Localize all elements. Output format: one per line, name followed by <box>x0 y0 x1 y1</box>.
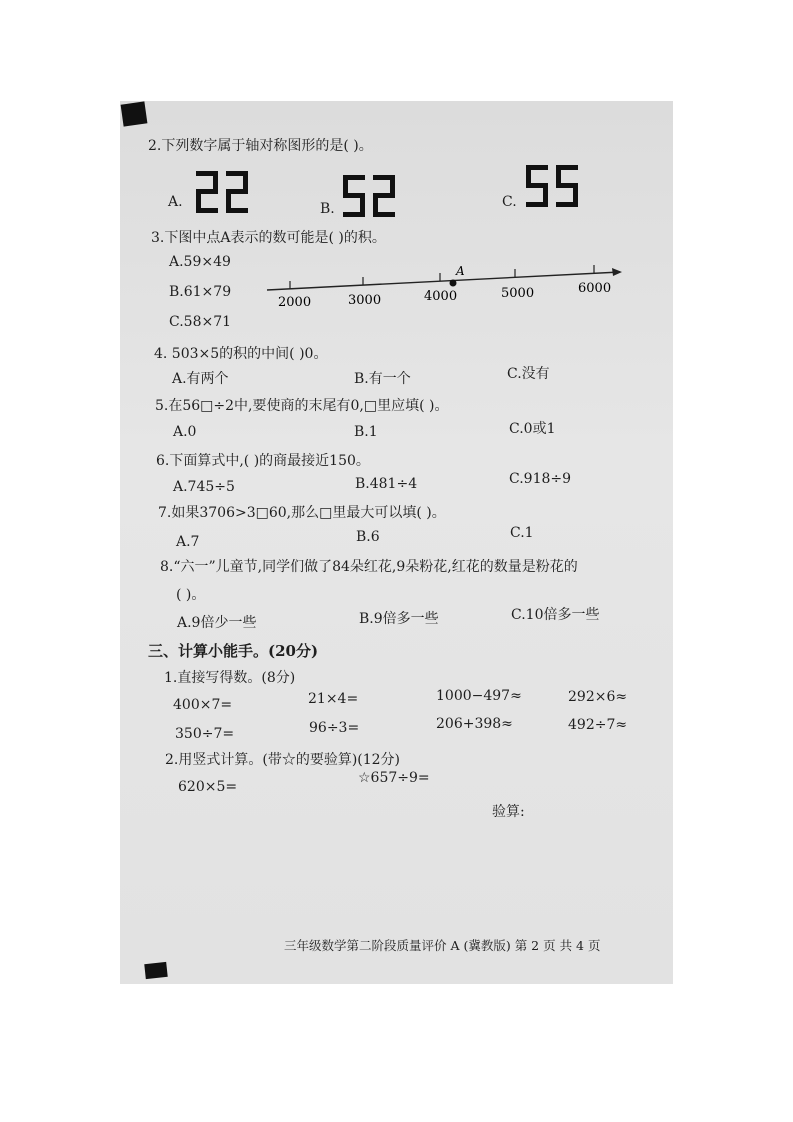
q6-option-b: B.481÷4 <box>355 476 418 492</box>
direct-calc-item: 400×7= <box>173 697 233 713</box>
q7-stem: 7.如果3706>3□60,那么□里最大可以填( )。 <box>158 505 446 521</box>
exam-page <box>120 101 673 984</box>
q5-option-b: B.1 <box>354 424 378 440</box>
registration-mark-bottom <box>144 962 167 979</box>
number-line-tick-label: 3000 <box>348 293 382 308</box>
vertical-calc-item: ☆657÷9= <box>358 770 430 786</box>
direct-calc-item: 292×6≈ <box>568 689 628 705</box>
q4-option-a: A.有两个 <box>172 371 229 387</box>
q5-option-c: C.0或1 <box>509 421 556 437</box>
q8-option-b: B.9倍多一些 <box>359 611 439 627</box>
direct-calc-item: 1000−497≈ <box>436 688 522 704</box>
number-line-tick-label: 5000 <box>501 286 535 301</box>
q2-option-b-label: B. <box>320 201 335 217</box>
q3-stem: 3.下图中点A表示的数可能是( )的积。 <box>151 230 386 246</box>
direct-calc-item: 492÷7≈ <box>568 717 628 733</box>
direct-calc-item: 21×4= <box>308 691 359 707</box>
section-3-title: 三、计算小能手。(20分) <box>148 642 319 660</box>
q3-option-a: A.59×49 <box>169 254 231 270</box>
page-footer: 三年级数学第二阶段质量评价 A (冀教版) 第 2 页 共 4 页 <box>284 938 601 953</box>
q5-option-a: A.0 <box>173 424 197 440</box>
q7-option-b: B.6 <box>356 529 380 545</box>
q7-option-a: A.7 <box>176 534 200 550</box>
q8-blank: ( )。 <box>176 587 206 603</box>
part-2-title: 2.用竖式计算。(带☆的要验算)(12分) <box>165 752 401 768</box>
q6-option-c: C.918÷9 <box>509 471 572 487</box>
q4-stem: 4. 503×5的积的中间( )0。 <box>154 346 328 362</box>
number-line-tick-label: 4000 <box>424 289 458 304</box>
q3-option-b: B.61×79 <box>169 284 232 300</box>
direct-calc-item: 350÷7= <box>175 726 235 742</box>
q5-stem: 5.在56□÷2中,要使商的末尾有0,□里应填( )。 <box>155 398 449 414</box>
direct-calc-item: 96÷3= <box>309 720 360 736</box>
q6-stem: 6.下面算式中,( )的商最接近150。 <box>156 453 370 469</box>
q8-stem: 8.“六一”儿童节,同学们做了84朵红花,9朵粉花,红花的数量是粉花的 <box>160 559 578 575</box>
number-line-tick-label: 6000 <box>578 281 612 296</box>
check-label: 验算: <box>492 804 525 820</box>
vertical-calc-item: 620×5= <box>178 779 238 795</box>
q4-option-c: C.没有 <box>507 366 550 382</box>
number-line <box>120 101 673 361</box>
q2-stem: 2.下列数字属于轴对称图形的是( )。 <box>148 138 373 154</box>
q3-option-c: C.58×71 <box>169 314 232 330</box>
q4-option-b: B.有一个 <box>354 371 411 387</box>
q6-option-a: A.745÷5 <box>173 479 235 495</box>
q7-option-c: C.1 <box>510 525 534 541</box>
q8-option-a: A.9倍少一些 <box>177 615 257 631</box>
point-a-marker <box>450 280 457 287</box>
q2-option-a-label: A. <box>168 194 183 210</box>
q8-option-c: C.10倍多一些 <box>511 607 600 623</box>
number-line-tick-label: 2000 <box>278 295 312 310</box>
q2-option-c-label: C. <box>502 194 517 210</box>
point-a-label: A <box>456 264 465 278</box>
part-1-title: 1.直接写得数。(8分) <box>164 670 296 686</box>
direct-calc-item: 206+398≈ <box>436 716 513 732</box>
